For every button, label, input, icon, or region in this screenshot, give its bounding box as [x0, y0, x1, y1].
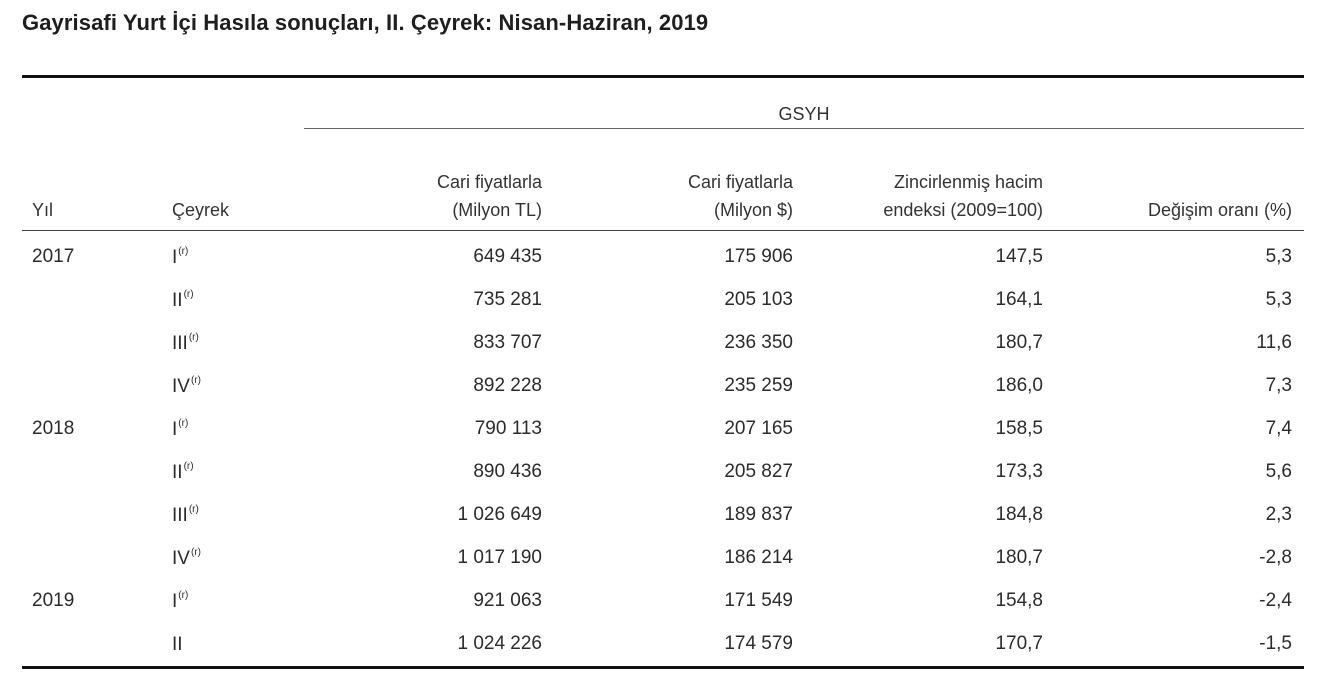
header-year: Yıl — [32, 200, 54, 220]
cell-year: 2019 — [32, 590, 75, 611]
quarter-label: II — [172, 634, 183, 655]
quarter-label: II — [172, 462, 183, 483]
header-degisim: Değişim oranı (%) — [1147, 200, 1292, 220]
top-rule — [22, 75, 1304, 78]
cell-cari-tl: 735 281 — [473, 289, 542, 310]
header-cari-usd-line1: Cari fiyatlarla — [687, 172, 793, 192]
revised-marker: (r) — [178, 418, 189, 429]
table-row — [0, 537, 1319, 580]
cell-quarter — [172, 246, 188, 269]
cell-degisim: 11,6 — [1256, 332, 1292, 353]
cell-cari-usd: 171 549 — [724, 590, 793, 611]
cell-degisim: -1,5 — [1259, 633, 1292, 654]
cell-quarter — [172, 375, 201, 398]
table-row — [0, 236, 1319, 279]
group-header-rule — [304, 128, 1304, 129]
cell-cari-usd: 175 906 — [724, 246, 793, 267]
quarter-label: I — [172, 419, 178, 440]
header-zincir-line1: Zincirlenmiş hacim — [893, 172, 1043, 192]
revised-marker: (r) — [190, 547, 201, 558]
table-row — [0, 322, 1319, 365]
cell-quarter — [172, 289, 194, 312]
cell-year: 2018 — [32, 418, 75, 439]
header-cari-tl — [437, 168, 542, 224]
table-row — [0, 365, 1319, 408]
cell-cari-usd: 205 103 — [724, 289, 793, 310]
bottom-rule — [22, 666, 1304, 669]
cell-zincir: 154,8 — [995, 590, 1043, 611]
cell-zincir: 173,3 — [995, 461, 1043, 482]
table-row — [0, 623, 1319, 666]
quarter-label: IV — [172, 548, 190, 569]
cell-cari-tl: 1 026 649 — [457, 504, 542, 525]
revised-marker: (r) — [188, 332, 199, 343]
cell-cari-tl: 892 228 — [473, 375, 542, 396]
revised-marker: (r) — [183, 289, 194, 300]
cell-quarter — [172, 332, 199, 355]
cell-zincir: 158,5 — [995, 418, 1043, 439]
table-row — [0, 408, 1319, 451]
cell-cari-tl: 890 436 — [473, 461, 542, 482]
cell-cari-usd: 189 837 — [724, 504, 793, 525]
cell-cari-usd: 207 165 — [724, 418, 793, 439]
header-zincir — [883, 168, 1043, 224]
cell-degisim: -2,8 — [1259, 547, 1292, 568]
cell-year: 2017 — [32, 246, 75, 267]
header-rule — [22, 230, 1304, 231]
revised-marker: (r) — [178, 246, 189, 257]
cell-cari-tl: 649 435 — [473, 246, 542, 267]
header-cari-usd-line2: (Milyon $) — [713, 200, 793, 220]
cell-zincir: 180,7 — [995, 547, 1043, 568]
cell-quarter — [172, 590, 188, 613]
cell-cari-usd: 205 827 — [724, 461, 793, 482]
header-zincir-line2: endeksi (2009=100) — [883, 200, 1043, 220]
header-cari-tl-line2: (Milyon TL) — [452, 200, 542, 220]
table-row — [0, 279, 1319, 322]
cell-quarter — [172, 547, 201, 570]
page-title: Gayrisafi Yurt İçi Hasıla sonuçları, II. Çeyrek: Nisan-Haziran, 2019 — [22, 10, 709, 35]
revised-marker: (r) — [178, 590, 189, 601]
cell-cari-tl: 833 707 — [473, 332, 542, 353]
table-row — [0, 451, 1319, 494]
cell-zincir: 170,7 — [995, 633, 1043, 654]
cell-cari-usd: 235 259 — [724, 375, 793, 396]
quarter-label: II — [172, 290, 183, 311]
cell-degisim: -2,4 — [1259, 590, 1292, 611]
cell-cari-usd: 236 350 — [724, 332, 793, 353]
cell-cari-usd: 174 579 — [724, 633, 793, 654]
cell-quarter — [172, 461, 194, 484]
cell-quarter — [172, 418, 188, 441]
cell-degisim: 2,3 — [1265, 504, 1292, 525]
cell-degisim: 5,3 — [1265, 246, 1292, 267]
cell-zincir: 184,8 — [995, 504, 1043, 525]
cell-zincir: 186,0 — [995, 375, 1043, 396]
cell-cari-tl: 790 113 — [474, 418, 542, 439]
cell-degisim: 7,4 — [1265, 418, 1292, 439]
quarter-label: III — [172, 505, 188, 526]
cell-zincir: 164,1 — [995, 289, 1043, 310]
table-row — [0, 494, 1319, 537]
cell-cari-tl: 1 024 226 — [457, 633, 542, 654]
header-quarter: Çeyrek — [172, 200, 230, 220]
cell-cari-tl: 1 017 190 — [457, 547, 542, 568]
quarter-label: I — [172, 591, 178, 612]
cell-quarter — [172, 504, 199, 527]
cell-cari-usd: 186 214 — [724, 547, 793, 568]
header-cari-tl-line1: Cari fiyatlarla — [436, 172, 542, 192]
quarter-label: I — [172, 247, 178, 268]
cell-degisim: 5,3 — [1265, 289, 1292, 310]
header-cari-usd — [688, 168, 793, 224]
gsyh-group-header: GSYH — [778, 104, 830, 124]
cell-quarter — [172, 633, 184, 656]
cell-degisim: 5,6 — [1265, 461, 1292, 482]
revised-marker: (r) — [183, 461, 194, 472]
cell-cari-tl: 921 063 — [473, 590, 542, 611]
revised-marker: (r) — [188, 504, 199, 515]
cell-zincir: 147,5 — [995, 246, 1043, 267]
quarter-label: IV — [172, 376, 190, 397]
table-row — [0, 580, 1319, 623]
revised-marker: (r) — [190, 375, 201, 386]
quarter-label: III — [172, 333, 188, 354]
cell-degisim: 7,3 — [1265, 375, 1292, 396]
cell-zincir: 180,7 — [995, 332, 1043, 353]
